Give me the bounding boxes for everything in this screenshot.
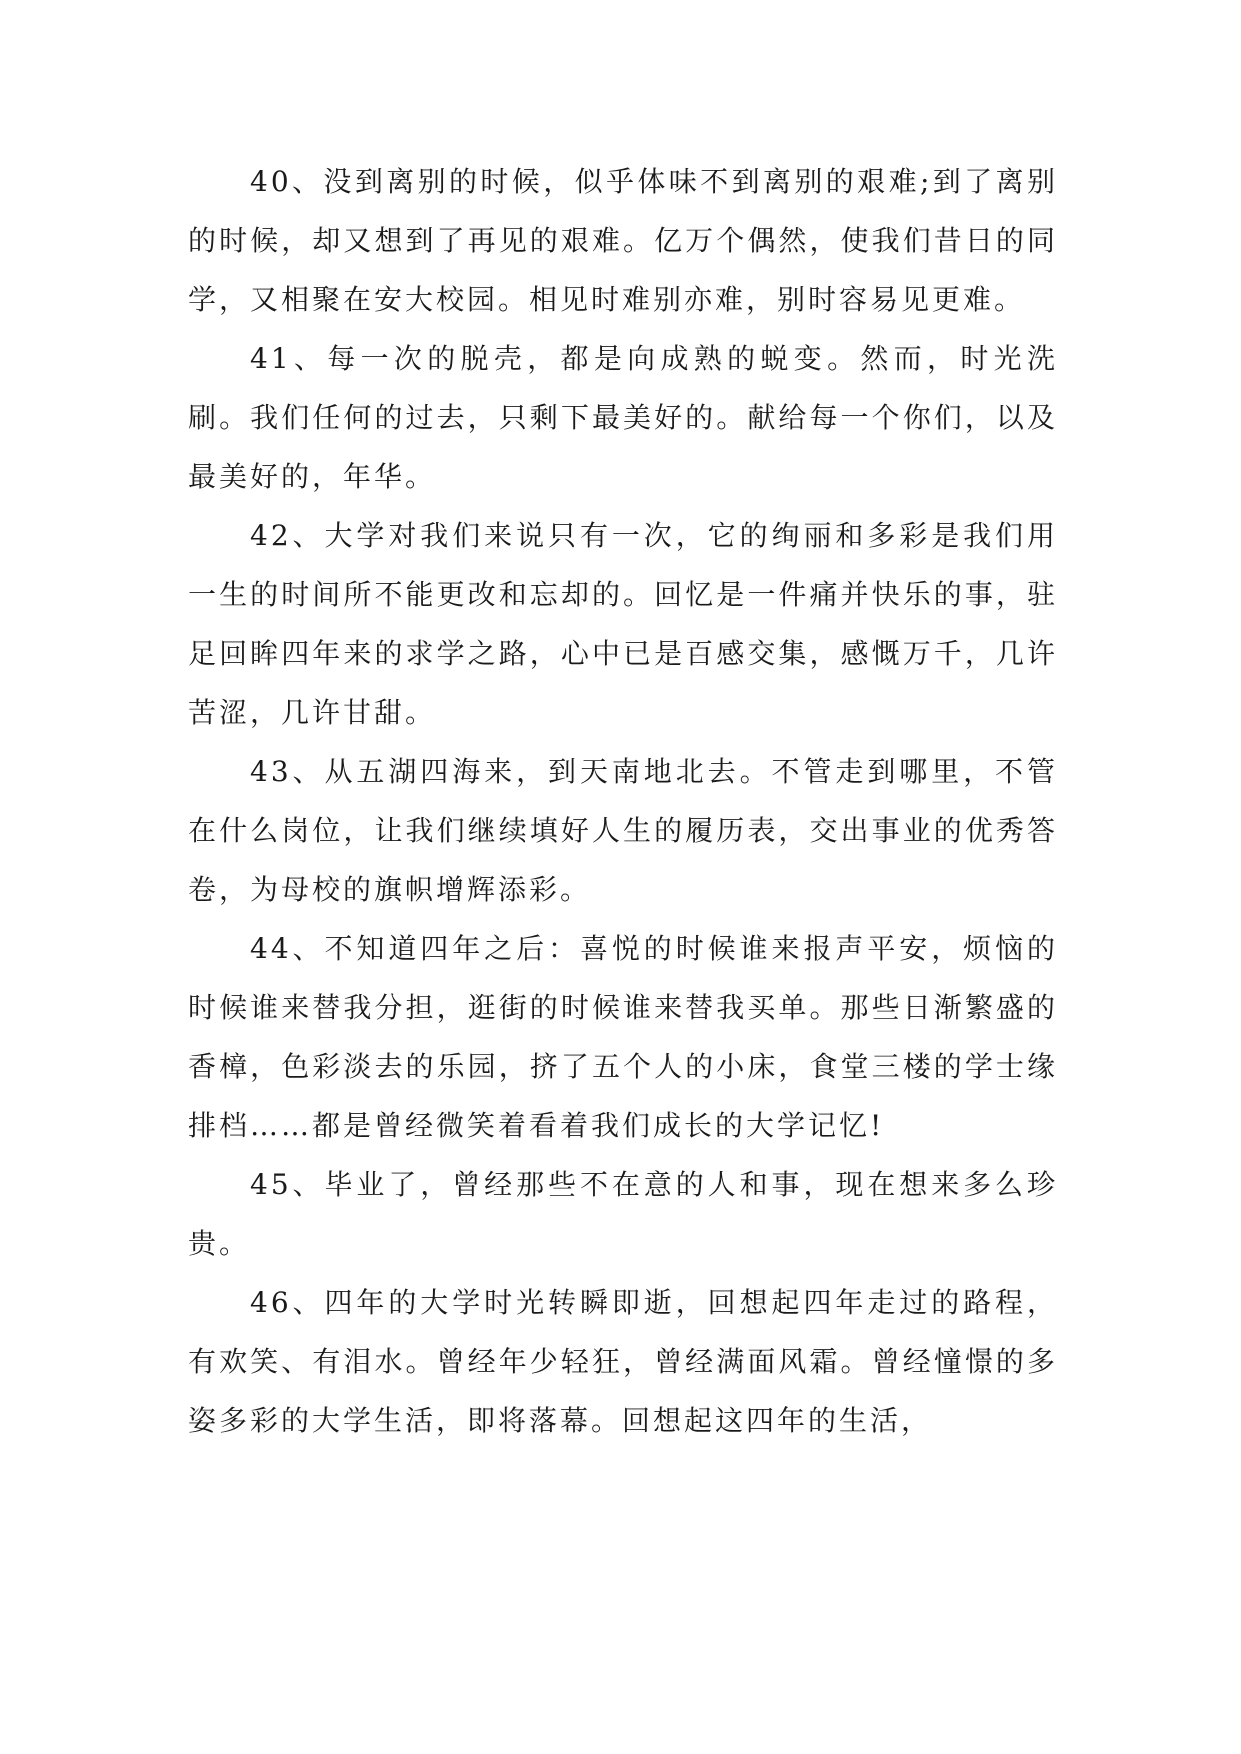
document-body — [188, 152, 1058, 1450]
paragraph-40: 40、没到离别的时候，似乎体味不到离别的艰难;到了离别的时候，却又想到了再见的艰难。亿万个偶然，使我们昔日的同学，又相聚在安大校园。相见时难别亦难，别时容易见更难。 — [188, 165, 1058, 316]
paragraph-45: 45、毕业了，曾经那些不在意的人和事，现在想来多么珍贵。 — [188, 1168, 1058, 1260]
paragraph-46: 46、四年的大学时光转瞬即逝，回想起四年走过的路程，有欢笑、有泪水。曾经年少轻狂，曾经满面风霜。曾经憧憬的多姿多彩的大学生活，即将落幕。回想起这四年的生活， — [188, 1286, 1058, 1437]
paragraph-43: 43、从五湖四海来，到天南地北去。不管走到哪里，不管在什么岗位，让我们继续填好人生的履历表，交出事业的优秀答卷，为母校的旗帜增辉添彩。 — [188, 755, 1058, 906]
paragraph-42: 42、大学对我们来说只有一次，它的绚丽和多彩是我们用一生的时间所不能更改和忘却的。回忆是一件痛并快乐的事，驻足回眸四年来的求学之路，心中已是百感交集，感慨万千，几许苦涩，几许甘甜。 — [188, 519, 1058, 729]
paragraph-41: 41、每一次的脱壳，都是向成熟的蜕变。然而，时光洗刷。我们任何的过去，只剩下最美好的。献给每一个你们，以及最美好的，年华。 — [188, 342, 1058, 493]
paragraph-44: 44、不知道四年之后：喜悦的时候谁来报声平安，烦恼的时候谁来替我分担，逛街的时候谁来替我买单。那些日渐繁盛的香樟，色彩淡去的乐园，挤了五个人的小床，食堂三楼的学士缘排档……都是曾经微笑着看着我们成长的大学记忆! — [188, 932, 1058, 1142]
